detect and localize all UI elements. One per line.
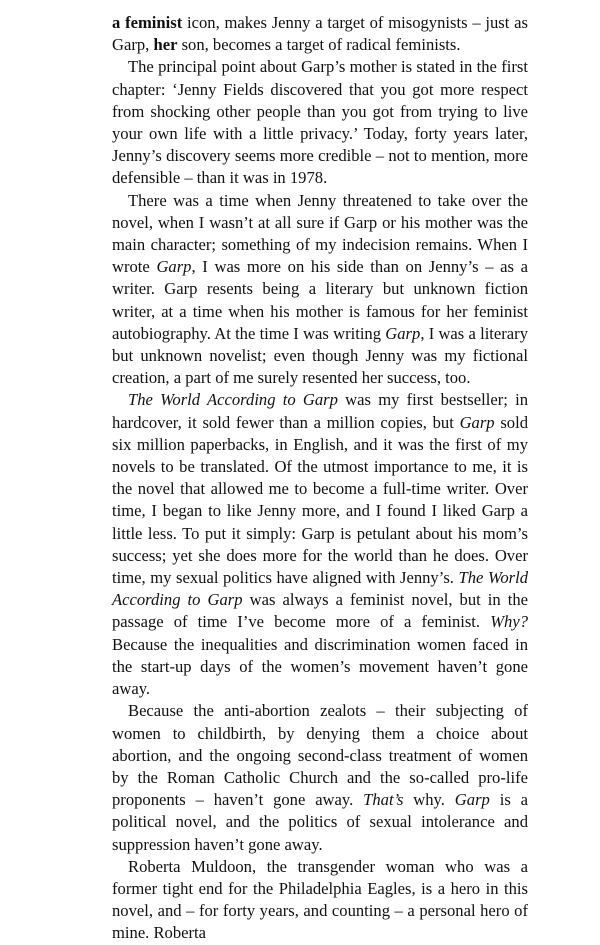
p1-seg-1: icon, makes Jenny a target of misogynists – just as Garp, (112, 13, 528, 55)
p4-seg-2: Garp (459, 412, 495, 432)
p4-seg-5: was always a feminist novel, but in the passage of time I’ve become more of a feminist. (112, 590, 529, 632)
paragraph-3 (112, 190, 528, 390)
p4-seg-7: Because the inequalities and discrimination women faced in the start-up days of the women’s movement haven’t gone away. (112, 634, 528, 699)
p1-seg-3: son, becomes a target of radical feminists. (177, 35, 461, 55)
p5-seg-4: is a political novel, and the politics of sexual intolerance and suppression haven’t gone away. (112, 790, 528, 854)
paragraph-4 (112, 389, 528, 700)
paragraph-6 (112, 856, 528, 945)
p3-seg-3: Garp (385, 323, 421, 343)
p3-seg-0: There was a time when Jenny threatened to take over the novel, when I wasn’t at all sure if Garp or his mother was the main character; something of my indecision remains. When I wrote (112, 190, 528, 277)
p5-seg-3: Garp (454, 790, 490, 810)
p3-seg-4: , I was a literary but unknown novelist; even though Jenny was my fictional creation, a part of me surely resented her success, too. (112, 323, 528, 388)
p4-seg-0: The World According to Garp (128, 390, 338, 410)
paragraph-5 (112, 700, 528, 855)
p2-seg-0: The principal point about Garp’s mother is stated in the first chapter: ‘Jenny Fields discovered that you got more respect from shocking other people than you got from trying to live your own life with a little privacy.’ Today, forty years later, Jenny’s discovery seems more credible – not to mention, more defensible – than it was in 1978. (112, 57, 528, 188)
body-text (112, 12, 528, 945)
p5-seg-2: why. (403, 790, 455, 810)
p5-seg-1: That’s (363, 790, 404, 810)
p4-seg-4: The World According to Garp (112, 568, 528, 610)
p4-seg-1: was my first bestseller; in hardcover, it sold fewer than a million copies, but (112, 390, 528, 432)
p4-seg-3: sold six million paperbacks, in English, and it was the first of my novels to be translated. Of the utmost importance to me, it is the novel that allowed me to become a full-time writer. Over time, I began to like Jenny more, and I found I liked Garp a little less. To put it simply: Garp is petulant about his mom’s success; yet she does more for the world than he does. Over time, my sexual politics have aligned with Jenny’s. (112, 412, 528, 588)
p6-seg-0: Roberta Muldoon, the transgender woman who was a former tight end for the Philadelphia Eagles, is a hero in this novel, and – for forty years, and counting – a personal hero of mine. Roberta (112, 856, 528, 943)
paragraph-2 (112, 56, 528, 189)
p1-seg-2: her (153, 35, 178, 55)
p3-seg-2: , I was more on his side than on Jenny’s – as a writer. Garp resents being a literary but unknown fiction writer, at a time when his mother is famous for her feminist autobiography. At the time I was writing (112, 257, 528, 343)
p5-seg-0: Because the anti-abortion zealots – their subjecting of women to childbirth, by denying them a choice about abortion, and the ongoing second-class treatment of women by the Roman Catholic Church and the so-called pro-life proponents – haven’t gone away. (112, 701, 528, 810)
p1-seg-0: a feminist (112, 13, 183, 32)
p4-seg-6: Why? (490, 612, 528, 632)
p3-seg-1: Garp (156, 257, 192, 277)
paragraph-1 (112, 12, 528, 56)
